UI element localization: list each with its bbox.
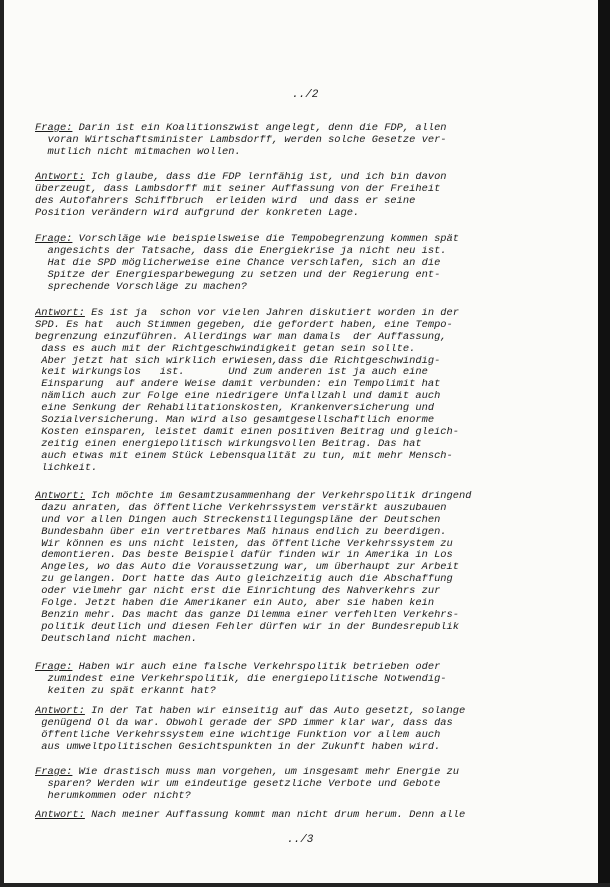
answer-block — [35, 491, 557, 646]
text-line: Angeles, wo das Auto die Voraussetzung war, um überhaupt zur Arbeit — [35, 562, 460, 574]
text-line: politik deutlich und diesen Fehler dürfen wir in der Bundesrepublik — [35, 621, 460, 633]
text-line: nämlich auch zur Folge eine niedrigere Unfallzahl und damit auch — [35, 391, 441, 403]
text-line: Antwort: Ich möchte im Gesamtzusammenhang der Verkehrspolitik dringend — [35, 491, 472, 502]
text-line: Antwort: Ich glaube, dass die FDP lernfähig ist, und ich bin davon — [35, 172, 447, 183]
text-line: Antwort: Nach meiner Auffassung kommt man nicht drum herum. Denn alle — [35, 810, 466, 821]
speaker-label: Antwort: — [35, 810, 85, 821]
text-line: Frage: Haben wir auch eine falsche Verkehrspolitik betrieben oder — [35, 662, 441, 673]
text-line: Frage: Vorschläge wie beispielsweise die Tempobegrenzung kommen spät — [35, 234, 460, 245]
text-line: Sozialversicherung. Man wird also gesamtgesellschaftlich enorme — [35, 415, 435, 427]
text-line: oder vielmehr gar nicht erst die Einrichtung des Nahverkehrs zur — [35, 586, 441, 598]
text-line: sprechende Vorschläge zu machen? — [35, 281, 248, 293]
speaker-label: Antwort: — [35, 706, 85, 717]
text-line: lichkeit. — [35, 462, 98, 474]
text-line: demontieren. Das beste Beispiel dafür finden wir in Amerika in Los — [35, 550, 453, 562]
text-line: Benzin mehr. Das macht das ganze Dilemma einer verfehlten Verkehrs- — [35, 609, 460, 621]
scan-edge-right — [598, 0, 610, 887]
scan-edge-left — [0, 0, 4, 887]
text-line: dass es auch mit der Richtgeschwindigkeit getan sein sollte. — [35, 343, 416, 355]
text-line: Einsparung auf andere Weise damit verbunden: ein Tempolimit hat — [35, 379, 441, 391]
text-line: überzeugt, dass Lambsdorff mit seiner Auffassung von der Freiheit — [35, 183, 441, 195]
text-line: Deutschland nicht machen. — [35, 633, 198, 645]
text-line: genügend Öl da war. Obwohl gerade der SPD immer klar war, dass das — [35, 717, 453, 729]
text-line: und vor allen Dingen auch Streckenstillegungspläne der Deutschen — [35, 514, 441, 526]
text-line: keit wirkungslos ist. Und zum anderen ist ja auch eine — [35, 367, 428, 379]
speaker-label: Antwort: — [35, 172, 85, 183]
text-line: begrenzung einzuführen. Allerdings war man damals der Auffassung, — [35, 331, 447, 343]
text-line: keiten zu spät erkannt hat? — [35, 685, 216, 697]
text-line: angesichts der Tatsache, dass die Energiekrise ja nicht neu ist. — [35, 245, 447, 257]
text-line: Wir können es uns nicht leisten, das öffentliche Verkehrssystem zu — [35, 538, 453, 550]
text-line: herumkommen oder nicht? — [35, 790, 191, 802]
text-line: Position verändern wird aufgrund der konkreten Lage. — [35, 207, 360, 219]
page-number-bottom: ../3 — [287, 834, 314, 846]
text-line: Antwort: In der Tat haben wir einseitig auf das Auto gesetzt, solange — [35, 706, 466, 717]
text-line: Frage: Darin ist ein Koalitionszwist angelegt, denn die FDP, allen — [35, 123, 447, 134]
answer-block — [35, 172, 557, 220]
answer-block — [35, 308, 557, 474]
text-line: Hat die SPD möglicherweise eine Chance verschlafen, sich an die — [35, 257, 441, 269]
text-line: Bundesbahn über ein vertretbares Maß hinaus endlich zu beerdigen. — [35, 526, 447, 538]
page-number-top: ../2 — [292, 89, 319, 101]
text-line: SPD. Es hat auch Stimmen gegeben, die gefordert haben, eine Tempo- — [35, 319, 453, 331]
speaker-label: Frage: — [35, 767, 73, 778]
text-line: voran Wirtschaftsminister Lambsdorff, werden solche Gesetze ver- — [35, 134, 447, 146]
question-block — [35, 123, 557, 159]
scan-edge-bottom — [0, 883, 610, 887]
text-line: aus umweltpolitischen Gesichtspunkten in der Zukunft haben wird. — [35, 741, 441, 753]
text-line: Spitze der Energiesparbewegung zu setzen und der Regierung ent- — [35, 269, 441, 281]
text-line: Aber jetzt hat sich wirklich erwiesen,dass die Richtgeschwindig- — [35, 355, 441, 367]
text-line: sparen? Werden wir um eindeutige gesetzliche Verbote und Gebote — [35, 778, 441, 790]
text-line: zu gelangen. Dort hatte das Auto gleichzeitig auch die Abschaffung — [35, 574, 453, 586]
answer-block — [35, 810, 557, 822]
answer-block — [35, 706, 557, 754]
speaker-label: Frage: — [35, 123, 73, 134]
text-line: mutlich nicht mitmachen wollen. — [35, 146, 241, 158]
text-line: Folge. Jetzt haben die Amerikaner ein Auto, aber sie haben kein — [35, 598, 435, 610]
speaker-label: Frage: — [35, 662, 73, 673]
text-line: öffentliche Verkehrssystem eine wichtige Funktion vor allem auch — [35, 729, 441, 741]
question-block — [35, 234, 557, 293]
text-line: dazu anraten, das öffentliche Verkehrssystem verstärkt auszubauen — [35, 502, 447, 514]
text-line: auch etwas mit einem Stück Lebensqualität zu tun, mit mehr Mensch- — [35, 450, 453, 462]
text-line: des Autofahrers Schiffbruch erleiden wird und dass er seine — [35, 195, 416, 207]
text-line: Antwort: Es ist ja schon vor vielen Jahren diskutiert worden in der — [35, 308, 460, 319]
speaker-label: Frage: — [35, 234, 73, 245]
text-line: Frage: Wie drastisch muss man vorgehen, um insgesamt mehr Energie zu — [35, 767, 460, 778]
speaker-label: Antwort: — [35, 491, 85, 502]
text-line: zumindest eine Verkehrspolitik, die energiepolitische Notwendig- — [35, 673, 447, 685]
speaker-label: Antwort: — [35, 308, 85, 319]
question-block — [35, 767, 557, 803]
text-line: eine Senkung der Rehabilitationskosten, Krankenversicherung und — [35, 403, 435, 415]
question-block — [35, 662, 557, 698]
text-line: Kosten einsparen, leistet damit einen positiven Beitrag und gleich- — [35, 426, 460, 438]
text-line: zeitig einen energiepolitisch wirkungsvollen Beitrag. Das hat — [35, 438, 422, 450]
